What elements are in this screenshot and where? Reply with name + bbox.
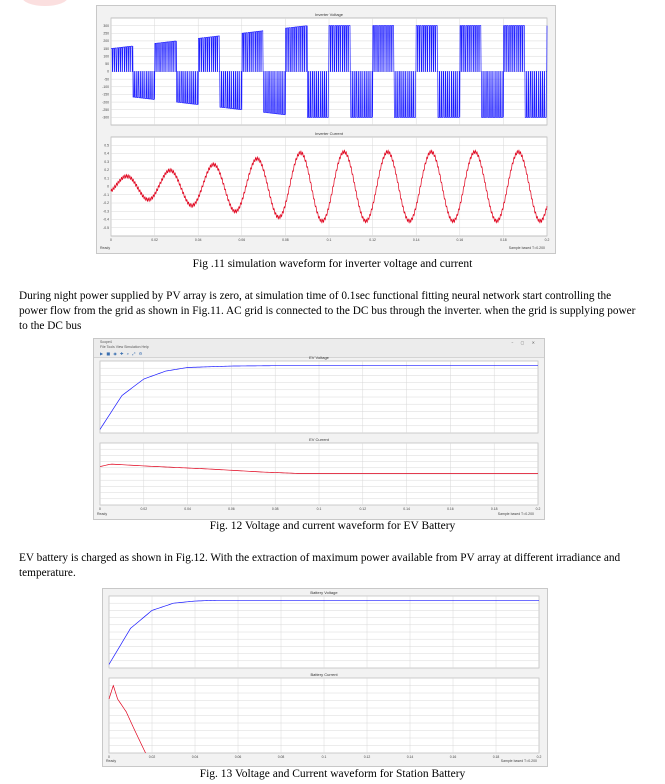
status-bar [94,511,544,519]
plot-title: EV Current [309,437,329,442]
plot-panel-fig12-1 [99,437,540,511]
status-sample: Sample based T=0.200 [497,512,534,516]
x-tick-label: 0.2 [536,755,542,759]
x-tick-label: 0 [108,755,110,759]
body-paragraph-1: During night power supplied by PV array is zero, at simulation time of 0.1sec functional fitting neural network start controlling the power flow from the grid as shown in Fig.11. AC grid is connected to the DC bus through the inverter. when the grid is supplying power to the DC bus [19,290,636,332]
y-tick-label: -0.2 [103,201,109,206]
y-tick-label: -150 [102,92,109,97]
publisher-logo [22,0,68,6]
x-tick-label: 0.08 [277,755,285,759]
x-tick-label: 0.2 [535,507,541,511]
y-tick-label: 150 [103,46,109,51]
x-tick-label: 0.2 [544,238,550,242]
scope-menu[interactable]: File Tools View Simulation Help [100,345,149,349]
x-tick-label: 0.18 [500,238,507,242]
x-tick-label: 0.1 [316,507,322,511]
figure-caption-12: Fig. 12 Voltage and current waveform for EV Battery [209,520,456,532]
scope-plot-fig12 [94,339,544,519]
plot-panel-fig11-1 [103,131,549,242]
y-tick-label: 200 [103,39,109,44]
x-tick-label: 0.06 [238,238,246,242]
x-tick-label: 0.16 [449,755,457,759]
plot-title: Inverter Current [314,131,344,136]
x-tick-label: 0.1 [326,238,332,242]
x-tick-label: 0.1 [321,755,327,759]
status-ready: Ready [106,759,117,763]
x-tick-label: 0.08 [282,238,289,242]
status-bar [97,245,555,253]
scope-window-fig12 [93,338,545,520]
x-tick-label: 0.04 [194,238,202,242]
status-sample: Sample based T=0.200 [508,246,545,250]
x-tick-label: 0.06 [234,755,242,759]
x-tick-label: 0.18 [492,755,500,759]
x-tick-label: 0.02 [140,507,148,511]
scope-window-title: Scope4 [100,340,112,344]
x-tick-label: 0.12 [369,238,376,242]
plot-title: Inverter Voltage [314,12,344,17]
y-tick-label: 0.1 [104,176,109,181]
body-paragraph-2: EV battery is charged as shown in Fig.12. With the extraction of maximum power available from PV array at different irradiance and temperature. [19,552,621,579]
y-tick-label: -200 [102,100,109,105]
y-tick-label: 0.3 [104,159,109,164]
scope-window-fig13 [102,588,548,767]
y-tick-label: -50 [104,77,109,82]
plot-title: Battery Current [310,672,338,677]
x-tick-label: 0.14 [406,755,414,759]
plot-panel-fig12-0 [100,355,538,433]
y-tick-label: 0 [107,184,109,189]
x-tick-label: 0.14 [403,507,410,511]
y-tick-label: 0.5 [104,143,109,148]
x-tick-label: 0.16 [447,507,454,511]
x-tick-label: 0.02 [148,755,156,759]
y-tick-label: -300 [102,115,109,120]
x-tick-label: 0.14 [412,238,420,242]
y-tick-label: -0.3 [103,209,109,214]
y-tick-label: 50 [105,62,109,67]
window-controls-icon[interactable]: – ▢ ✕ [511,340,538,345]
status-bar [103,758,547,766]
scope-window-fig11 [96,5,556,254]
y-tick-label: 0.2 [104,168,109,173]
y-tick-label: -250 [102,107,109,112]
y-tick-label: -100 [102,84,109,89]
x-tick-label: 0.04 [184,507,191,511]
x-tick-label: 0.16 [456,238,464,242]
status-ready: Ready [100,246,111,250]
status-sample: Sample based T=0.200 [500,759,537,763]
plot-panel-fig13-0 [109,590,539,668]
plot-title: EV Voltage [309,355,329,360]
x-tick-label: 0 [99,507,101,511]
y-tick-label: 100 [103,54,109,59]
plot-panel-fig13-1 [108,672,541,759]
toolbar-icons[interactable]: ▶ ■ ◉ ✚ ⌕ ⤢ ⚙ [100,351,144,356]
y-tick-label: -0.4 [103,217,109,222]
y-tick-label: 300 [103,23,109,28]
x-tick-label: 0.18 [490,507,498,511]
scope-plot-fig13 [103,589,547,766]
figure-caption-13: Fig. 13 Voltage and Current waveform for Station Battery [199,768,466,780]
x-tick-label: 0.04 [191,755,199,759]
x-tick-label: 0.12 [363,755,371,759]
y-tick-label: -0.5 [103,225,109,230]
x-tick-label: 0 [110,238,112,242]
y-tick-label: 250 [103,31,109,36]
y-tick-label: -0.1 [103,192,109,197]
x-tick-label: 0.08 [271,507,279,511]
y-tick-label: 0 [107,69,109,74]
x-tick-label: 0.06 [228,507,235,511]
figure-caption-11: Fig .11 simulation waveform for inverter voltage and current [192,258,473,270]
x-tick-label: 0.12 [359,507,367,511]
plot-title: Battery Voltage [310,590,338,595]
status-ready: Ready [97,512,108,516]
scope-plot-fig11 [97,6,555,253]
plot-panel-fig11-0 [102,12,547,125]
y-tick-label: 0.4 [104,151,109,156]
x-tick-label: 0.02 [151,238,158,242]
